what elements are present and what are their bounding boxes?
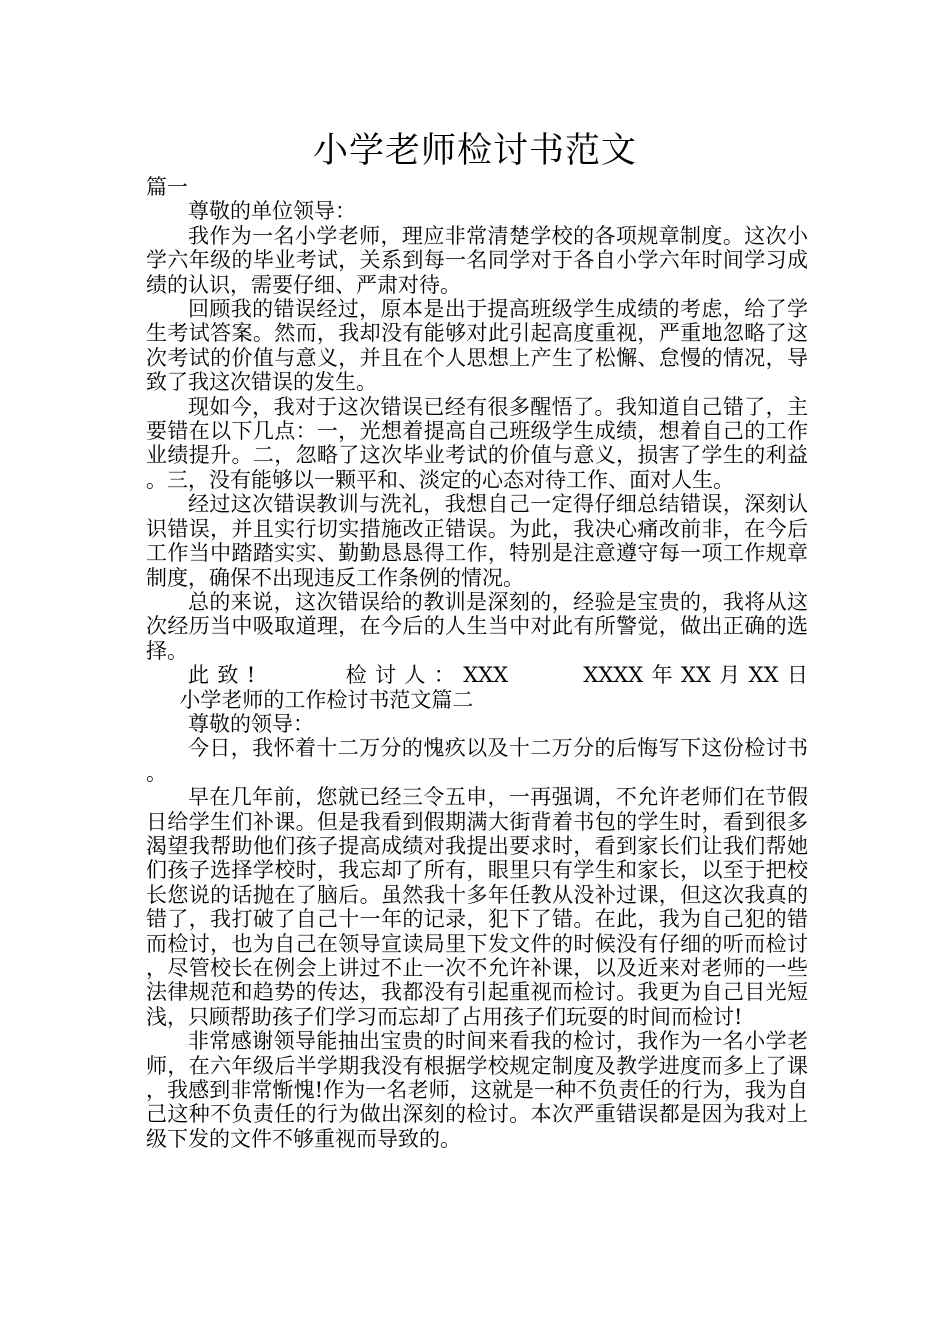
greeting-2: 尊敬的领导： (188, 711, 314, 736)
paragraph: 回顾我的错误经过，原本是出于提高班级学生成绩的考虑，给了学生考试答案。然而，我却没有能够对此引起高度重视，严重地忽略了这次考试的价值与意义，并且在个人思想上产生了松懈、怠慢的情况，导致了我这次错误的发生。 (146, 297, 808, 395)
paragraph: 现如今，我对于这次错误已经有很多醒悟了。我知道自己错了，主要错在以下几点：一，光想着提高自己班级学生成绩，想着自己的工作业绩提升。二，忽略了这次毕业考试的价值与意义，损害了学生的利益。三，没有能够以一颗平和、淡定的心态对待工作、面对人生。 (146, 394, 808, 492)
paragraph: 经过这次错误教训与洗礼，我想自己一定得仔细总结错误，深刻认识错误，并且实行切实措施改正错误。为此，我决心痛改前非，在今后工作当中踏踏实实、勤勤恳恳得工作，特别是注意遵守每一项工作规章制度，确保不出现违反工作条例的情况。 (146, 492, 808, 590)
salute: 此致! (188, 663, 256, 688)
next-section-title: 小学老师的工作检讨书范文篇二 (179, 687, 474, 712)
paragraph: 非常感谢领导能抽出宝贵的时间来看我的检讨，我作为一名小学老师，在六年级后半学期我没有根据学校规定制度及教学进度而多上了课，我感到非常惭愧!作为一名老师，这就是一种不负责任的行为，我为自己这种不负责任的行为做出深刻的检讨。本次严重错误都是因为我对上级下发的文件不够重视而导致的。 (146, 1029, 808, 1151)
document-body (146, 175, 808, 1151)
paragraph: 早在几年前，您就已经三令五申，一再强调，不允许老师们在节假日给学生们补课。但是我看到假期满大街背着书包的学生时，看到很多渴望我帮助他们孩子提高成绩对我提出要求时，看到家长们让我们帮她们孩子选择学校时，我忘却了所有，眼里只有学生和家长，以至于把校长您说的话抛在了脑后。虽然我十多年任教从没补过课，但这次我真的错了，我打破了自己十一年的记录，犯下了错。在此，我为自己犯的错而检讨，也为自己在领导宣读局里下发文件的时候没有仔细的听而检讨，尽管校长在例会上讲过不止一次不允许补课，以及近来对老师的一些法律规范和趋势的传达，我都没有引起重视而检讨。我更为自己目光短浅，只顾帮助孩子们学习而忘却了占用孩子们玩耍的时间而检讨! (146, 785, 808, 1029)
paragraph: 我作为一名小学老师，理应非常清楚学校的各项规章制度。这次小学六年级的毕业考试，关系到每一名同学对于各自小学六年时间学习成绩的认识，需要仔细、严肃对待。 (146, 223, 808, 297)
paragraph: 总的来说，这次错误给的教训是深刻的，经验是宝贵的，我将从这次经历当中吸取道理，在今后的人生当中对此有所警觉，做出正确的选择。 (146, 589, 808, 663)
paragraph: 今日，我怀着十二万分的愧疚以及十二万分的后悔写下这份检讨书。 (146, 736, 808, 785)
signer: 检讨人：XXX (345, 663, 509, 688)
greeting-1: 尊敬的单位领导： (188, 199, 356, 224)
document-title: 小学老师检讨书范文 (312, 131, 637, 171)
date: XXXX年XX月XX日 (583, 663, 808, 688)
section-label: 篇一 (146, 175, 188, 199)
closing-line (146, 663, 808, 712)
